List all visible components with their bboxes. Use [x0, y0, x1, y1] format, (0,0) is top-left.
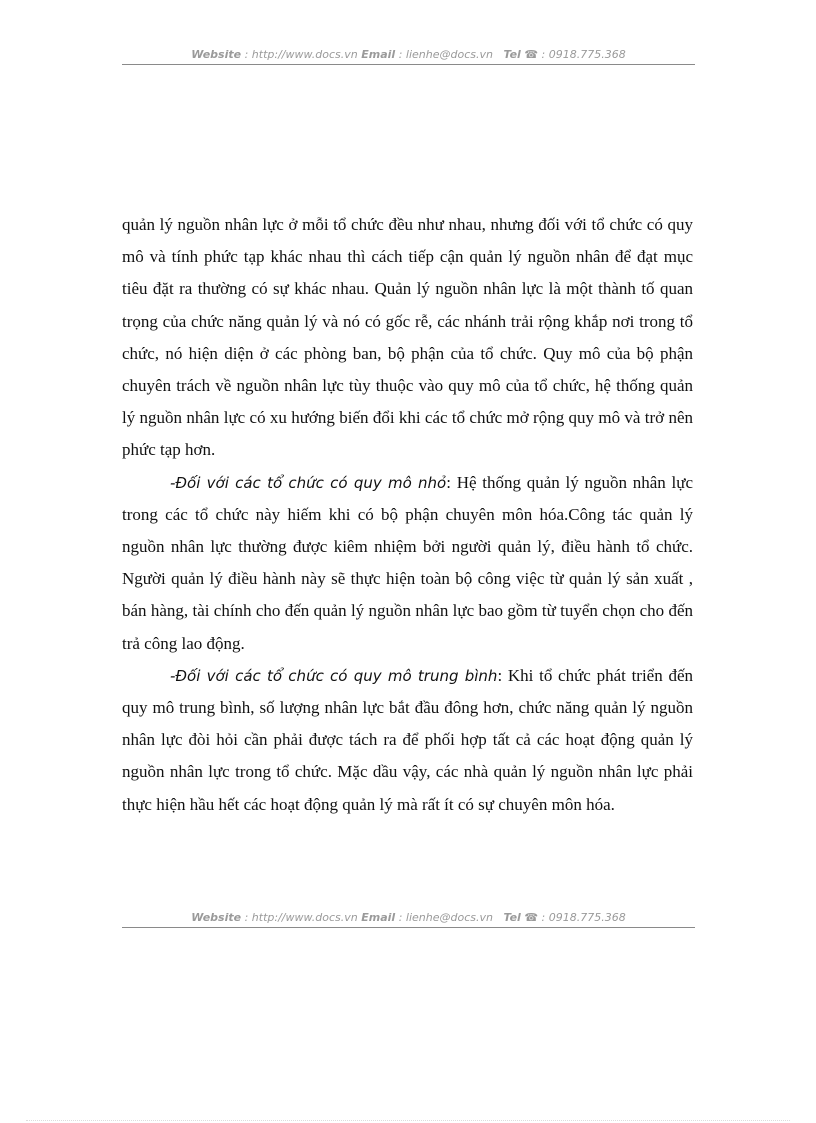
document-body — [122, 209, 693, 821]
paragraph-2-lead-in: -Đối với các tổ chức có quy mô nhỏ — [170, 473, 447, 492]
header-email-address: : lienhe@docs.vn — [395, 48, 497, 61]
footer-email-address: : lienhe@docs.vn — [395, 911, 497, 924]
footer-tel-number: : 0918.775.368 — [538, 911, 626, 924]
header-website-label: Website — [191, 48, 242, 61]
footer-email-label: Email — [361, 911, 396, 924]
page-bottom-divider — [26, 1120, 790, 1121]
paragraph-1: quản lý nguồn nhân lực ở mỗi tổ chức đều như nhau, nhưng đối với tổ chức có quy mô và tính phức tạp khác nhau thì cách tiếp cận quản lý nguồn nhân để đạt mục tiêu đặt ra thường có sự khác nhau. Quản lý nguồn nhân lực là một thành tố quan trọng của chức năng quản lý và nó có gốc rễ, các nhánh trải rộng khắp nơi trong tổ chức, nó hiện diện ở các phòng ban, bộ phận của tổ chức. Quy mô của bộ phận chuyên trách về nguồn nhân lực tùy thuộc vào quy mô của tổ chức, hệ thống quản lý nguồn nhân lực có xu hướng biến đổi khi các tổ chức mở rộng quy mô và trở nên phức tạp hơn. — [122, 215, 693, 460]
paragraph-3-lead-in: -Đối với các tổ chức có quy mô trung bình — [170, 666, 498, 685]
footer-website-url: : http://www.docs.vn — [241, 911, 362, 924]
paragraph-2-text: : Hệ thống quản lý nguồn nhân lực trong các tổ chức này hiếm khi có bộ phận chuyên môn hóa.Công tác quản lý nguồn nhân lực thường được kiêm nhiệm bởi người quản lý, điều hành tổ chức. Người quản lý điều hành này sẽ thực hiện toàn bộ công việc từ quản lý sản xuất , bán hàng, tài chính cho đến quản lý nguồn nhân lực bao gồm từ tuyển chọn cho đến trả công lao động. — [122, 472, 693, 653]
header-tel-number: : 0918.775.368 — [538, 48, 626, 61]
header-tel-label: Tel — [503, 48, 521, 61]
paragraph-3-text: : Khi tổ chức phát triển đến quy mô trung bình, số lượng nhân lực bắt đầu đông hơn, chức năng quản lý nguồn nhân lực đòi hỏi cần phải được tách ra để phối hợp tất cả các hoạt động quản lý nguồn nhân lực trong tổ chức. Mặc dầu vậy, các nhà quản lý nguồn nhân lực phải thực hiện hầu hết các hoạt động quản lý mà rất ít có sự chuyên môn hóa. — [122, 665, 693, 814]
paragraph-2 — [122, 467, 693, 660]
header-email-label: Email — [361, 48, 396, 61]
phone-icon: ☎ — [524, 48, 539, 61]
footer-tel-label: Tel — [503, 911, 521, 924]
page-header — [122, 48, 695, 65]
phone-icon: ☎ — [524, 911, 539, 924]
header-website-url: : http://www.docs.vn — [241, 48, 362, 61]
footer-website-label: Website — [191, 911, 242, 924]
page-footer — [122, 911, 695, 928]
paragraph-3 — [122, 660, 693, 821]
